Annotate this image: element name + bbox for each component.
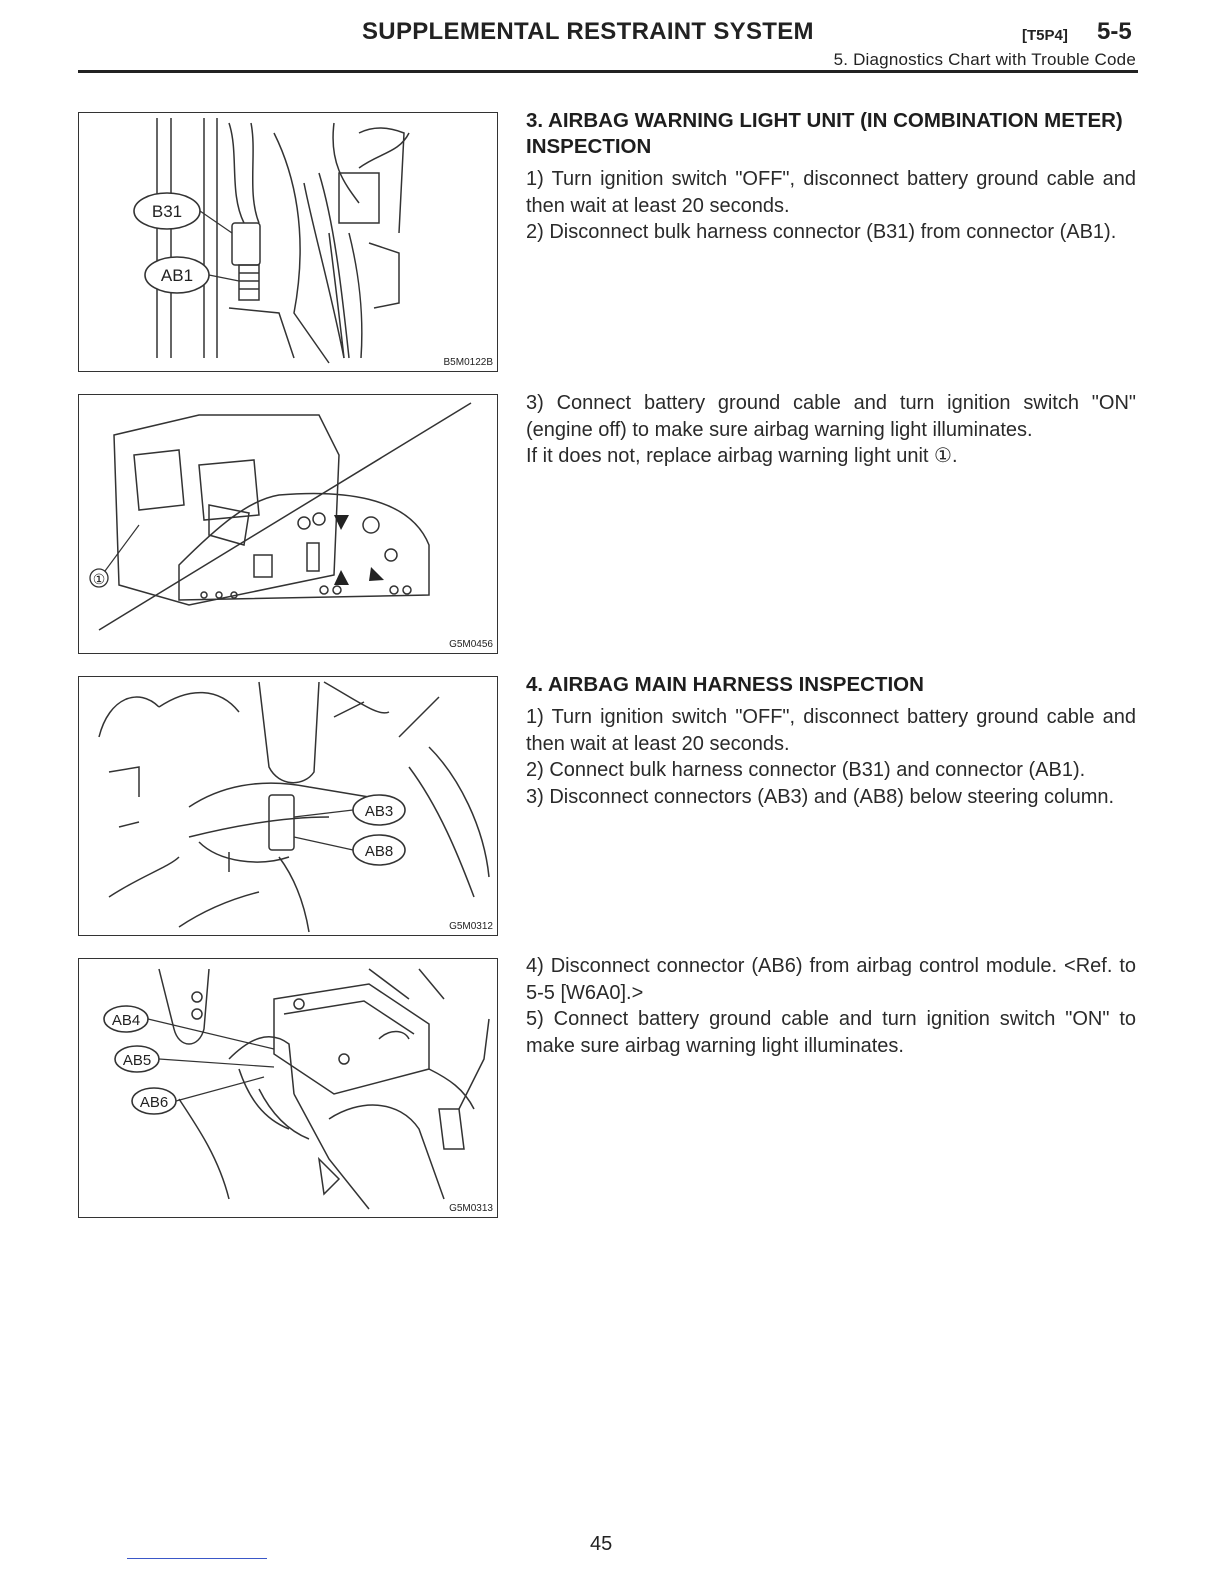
section-3-continued [526,390,1136,470]
page-subtitle: 5. Diagnostics Chart with Trouble Code [833,50,1136,69]
label-ab4: AB4 [111,1012,141,1029]
header-divider [78,70,1138,73]
figure-code: G5M0456 [449,639,493,650]
figure-code: G5M0313 [449,1203,493,1214]
label-ab1: AB1 [160,266,194,285]
section-4-block [526,672,1136,810]
figure-drawing [79,395,499,655]
section-3-step-3: 3) Connect battery ground cable and turn ignition switch "ON" (engine off) to make sure airbag warning light illuminates. [526,392,1136,441]
section-3-note: If it does not, replace airbag warning light unit ①. [526,445,958,467]
section-3-heading: 3. AIRBAG WARNING LIGHT UNIT (IN COMBINATION METER) INSPECTION [526,109,1123,158]
page-number: 45 [590,1533,613,1555]
figure-code: B5M0122B [443,357,493,368]
figure-airbag-control-module [78,958,498,1218]
figure-drawing [79,113,499,373]
footer-divider [127,1558,267,1559]
section-3-step-1: 1) Turn ignition switch "OFF", disconnect battery ground cable and then wait at least 20 seconds. [526,168,1136,217]
section-4-step-5: 5) Connect battery ground cable and turn ignition switch "ON" to make sure airbag warning light illuminates. [526,1008,1136,1057]
label-ab8: AB8 [364,843,394,860]
section-4-step-1: 1) Turn ignition switch "OFF", disconnect battery ground cable and then wait at least 20 seconds. [526,706,1136,755]
figure-combination-meter [78,394,498,654]
label-b31: B31 [151,202,183,221]
section-3-step-2: 2) Disconnect bulk harness connector (B31) from connector (AB1). [526,221,1117,243]
section-4-continued [526,953,1136,1059]
figure-code: G5M0312 [449,921,493,932]
figure-connector-b31-ab1 [78,112,498,372]
figure-drawing [79,677,499,937]
label-unit-1: ① [92,571,106,587]
figure-drawing [79,959,499,1219]
section-code: [T5P4] [1022,27,1068,44]
section-4-step-3: 3) Disconnect connectors (AB3) and (AB8) below steering column. [526,785,1115,808]
section-4-step-2: 2) Connect bulk harness connector (B31) and connector (AB1). [526,759,1086,781]
page-reference: 5-5 [1097,18,1132,45]
figure-steering-column [78,676,498,936]
section-4-heading: 4. AIRBAG MAIN HARNESS INSPECTION [526,673,924,696]
section-4-step-4: 4) Disconnect connector (AB6) from airbag control module. <Ref. to 5-5 [W6A0].> [526,955,1136,1004]
label-ab5: AB5 [122,1052,152,1069]
section-3-block [526,108,1136,246]
page-title: SUPPLEMENTAL RESTRAINT SYSTEM [362,18,814,45]
label-ab6: AB6 [139,1094,169,1111]
label-ab3: AB3 [364,803,394,820]
